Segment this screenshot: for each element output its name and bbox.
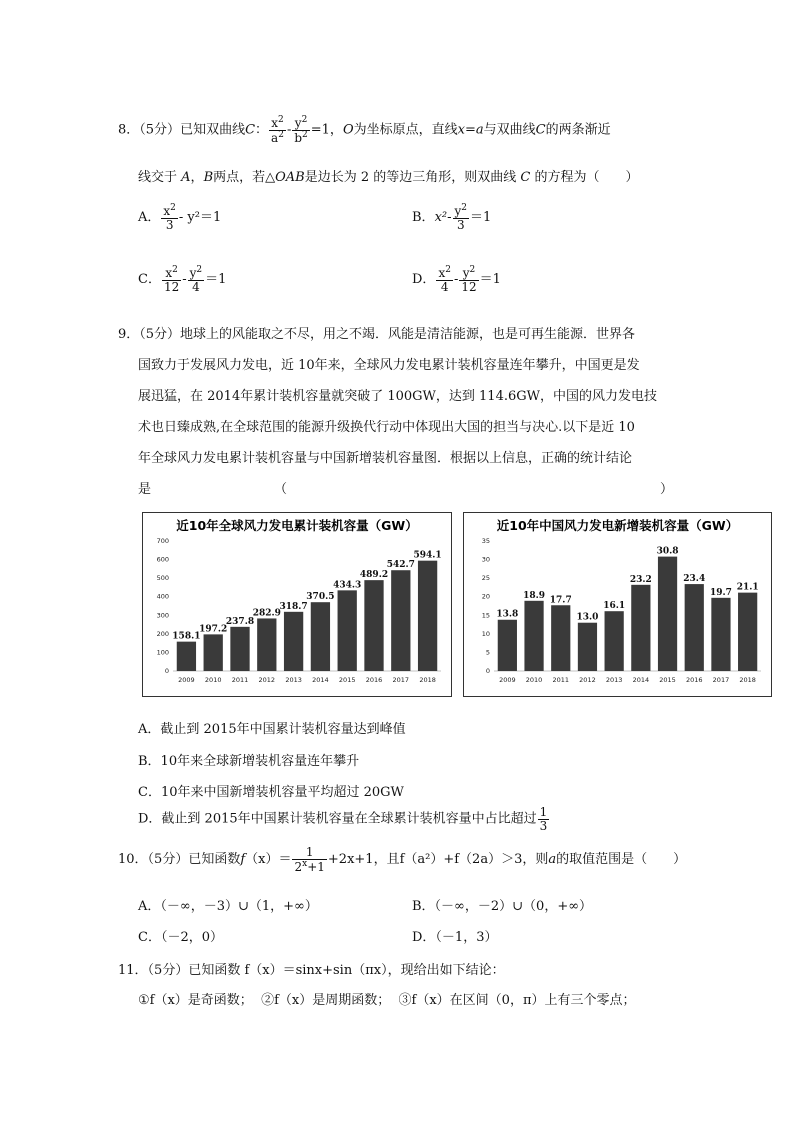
bar-2014 [311, 602, 330, 671]
x-tick-label: 2018 [739, 676, 756, 684]
q10-option-a[interactable]: A．（－∞，－3）∪（1，+∞） [138, 899, 318, 914]
x-tick-label: 2012 [579, 676, 596, 684]
q8-line2: 线交于 A，B两点，若△OAB是边长为 2 的等边三角形，则双曲线 C 的方程为（ ） [138, 170, 639, 185]
q9-line1: 9．（5分）地球上的风能取之不尽，用之不竭．风能是清洁能源，也是可再生能源．世界各 [118, 327, 636, 342]
bar-2018 [738, 593, 757, 671]
bar-2017 [391, 570, 410, 671]
x-tick-label: 2011 [552, 676, 570, 684]
y-tick-label: 100 [156, 648, 169, 657]
y-tick-label: 0 [485, 667, 490, 675]
q9-option-b[interactable]: B．10年来全球新增装机容量连年攀升 [138, 754, 360, 769]
data-label: 23.2 [629, 574, 652, 585]
chart-title: 近10年中国风力发电新增装机容量（GW） [496, 518, 739, 533]
bar-2011 [551, 605, 570, 671]
x-tick-label: 2014 [632, 676, 650, 684]
chart-title: 近10年全球风力发电累计装机容量（GW） [176, 518, 418, 533]
x-tick-label: 2012 [258, 676, 276, 684]
q8-option-c[interactable]: C． $\frac{x^2}{12}$ - $\frac{y^2}{4}$ ＝1 [138, 265, 227, 294]
bar-2015 [658, 557, 677, 671]
bar-2012 [578, 623, 597, 671]
data-label: 594.1 [413, 550, 442, 561]
bar-2016 [685, 584, 704, 671]
q9-answer-paren-close: ） [660, 482, 674, 497]
bar-2018 [418, 561, 437, 671]
bar-2009 [177, 642, 196, 671]
bar-2014 [631, 585, 650, 671]
q10-option-d[interactable]: D．（－1，3） [412, 930, 498, 945]
y-tick-label: 400 [156, 592, 169, 601]
x-tick-label: 2015 [338, 676, 356, 684]
data-label: 16.1 [603, 601, 626, 612]
y-tick-label: 700 [156, 537, 169, 545]
data-label: 18.9 [523, 590, 546, 601]
y-tick-label: 35 [481, 537, 490, 545]
x-tick-label: 2013 [285, 676, 302, 684]
bar-2013 [605, 611, 624, 671]
q8-option-b[interactable]: B．x²- $\frac{y^2}{3}$ ＝1 [412, 203, 492, 232]
q9-line3: 展迅猛，在 2014年累计装机容量就突破了 100GW，达到 114.6GW，中国的风力发电技 [138, 389, 658, 404]
y-tick-label: 5 [485, 648, 490, 657]
q9-line6-start: 是 [138, 482, 152, 497]
data-label: 13.8 [496, 609, 519, 620]
x-tick-label: 2016 [365, 676, 383, 684]
y-tick-label: 25 [481, 574, 490, 583]
y-tick-label: 30 [481, 555, 490, 564]
y-tick-label: 300 [156, 611, 169, 620]
q8-option-d[interactable]: D． $\frac{x^2}{4}$ - $\frac{y^2}{12}$ ＝1 [412, 265, 501, 294]
data-label: 13.0 [576, 612, 599, 623]
q10-option-c[interactable]: C．（－2，0） [138, 930, 223, 945]
data-label: 19.7 [709, 587, 732, 598]
q9-line4: 术也日臻成熟,在全球范围的能源升级换代行动中体现出大国的担当与决心.以下是近 10 [138, 420, 635, 435]
data-label: 489.2 [359, 570, 389, 581]
data-label: 30.8 [656, 546, 679, 557]
bar-2010 [204, 634, 223, 671]
q10-line1: 10．（5分）已知函数f（x）＝ $\frac{1}{2^x+1}$ +2x+1，且f（a²）+f（2a）＞3，则a的取值范围是（ ） [118, 845, 687, 874]
y-tick-label: 600 [156, 555, 169, 564]
data-label: 237.8 [225, 616, 255, 627]
data-label: 17.7 [549, 595, 572, 606]
q10-option-b[interactable]: B．（－∞，－2）∪（0，+∞） [412, 899, 593, 914]
q9-option-c[interactable]: C．10年来中国新增装机容量平均超过 20GW [138, 785, 404, 800]
chart-global-cumulative [142, 512, 452, 697]
data-label: 542.7 [386, 560, 415, 571]
x-tick-label: 2017 [712, 676, 730, 684]
x-tick-label: 2015 [659, 676, 676, 684]
bar-2013 [284, 612, 303, 671]
data-label: 23.4 [683, 574, 706, 585]
y-tick-label: 500 [156, 574, 169, 583]
q9-option-d[interactable]: D．截止到 2015年中国累计装机容量在全球累计装机容量中占比超过 $\frac{1}{3}$ [138, 805, 548, 833]
q9-line2: 国致力于发展风力发电，近 10年来，全球风力发电累计装机容量连年攀升，中国更是发 [138, 358, 640, 373]
data-label: 21.1 [736, 582, 759, 593]
y-tick-label: 0 [164, 667, 169, 675]
bar-2009 [498, 620, 517, 671]
chart-china-svg [464, 513, 771, 696]
bar-2016 [364, 580, 383, 671]
x-tick-label: 2016 [685, 676, 703, 684]
x-tick-label: 2011 [231, 676, 249, 684]
q8-line1: 8．（5分）已知双曲线C： $\frac{x^2}{a^2}$ - $\frac{y^2}{b^2}$ =1，O为坐标原点，直线x=a与双曲线C的两条渐近 [118, 115, 611, 145]
data-label: 370.5 [306, 592, 335, 603]
x-tick-label: 2013 [605, 676, 623, 684]
y-tick-label: 20 [481, 592, 490, 601]
bar-2012 [257, 618, 276, 671]
chart-global-svg [143, 513, 451, 696]
x-tick-label: 2010 [525, 676, 543, 684]
x-tick-label: 2018 [419, 676, 436, 684]
bar-2010 [524, 601, 543, 671]
x-tick-label: 2010 [204, 676, 222, 684]
x-tick-label: 2014 [312, 676, 329, 684]
q9-option-a[interactable]: A．截止到 2015年中国累计装机容量达到峰值 [138, 722, 406, 737]
q11-conclusions: ①f（x）是奇函数； ②f（x）是周期函数； ③f（x）在区间（0，π）上有三个零点； [138, 993, 636, 1008]
q8-option-a[interactable]: A． $\frac{x^2}{3}$ - y²＝1 [138, 203, 222, 232]
data-label: 318.7 [279, 601, 308, 612]
y-tick-label: 15 [481, 611, 490, 620]
q8-frac-y2-b2: $\frac{y^2}{b^2}$ [294, 115, 308, 145]
x-tick-label: 2009 [499, 676, 516, 684]
y-tick-label: 10 [481, 629, 490, 638]
data-label: 282.9 [252, 608, 281, 619]
bar-2015 [338, 590, 357, 671]
q8-frac-x2-a2: $\frac{x^2}{a^2}$ [271, 115, 284, 145]
data-label: 158.1 [172, 631, 201, 642]
q9-answer-paren-open: （ [274, 482, 288, 497]
x-tick-label: 2009 [178, 676, 195, 684]
chart-china-new [463, 512, 772, 697]
bar-2011 [230, 627, 249, 671]
q11-line1: 11．（5分）已知函数 f（x）＝sinx+sin（πx），现给出如下结论： [118, 963, 505, 978]
q9-line5: 年全球风力发电累计装机容量与中国新增装机容量图．根据以上信息，正确的统计结论 [138, 451, 633, 466]
bar-2017 [711, 598, 730, 671]
y-tick-label: 200 [156, 629, 169, 638]
data-label: 197.2 [199, 624, 228, 635]
x-tick-label: 2017 [392, 676, 410, 684]
data-label: 434.3 [333, 580, 362, 591]
